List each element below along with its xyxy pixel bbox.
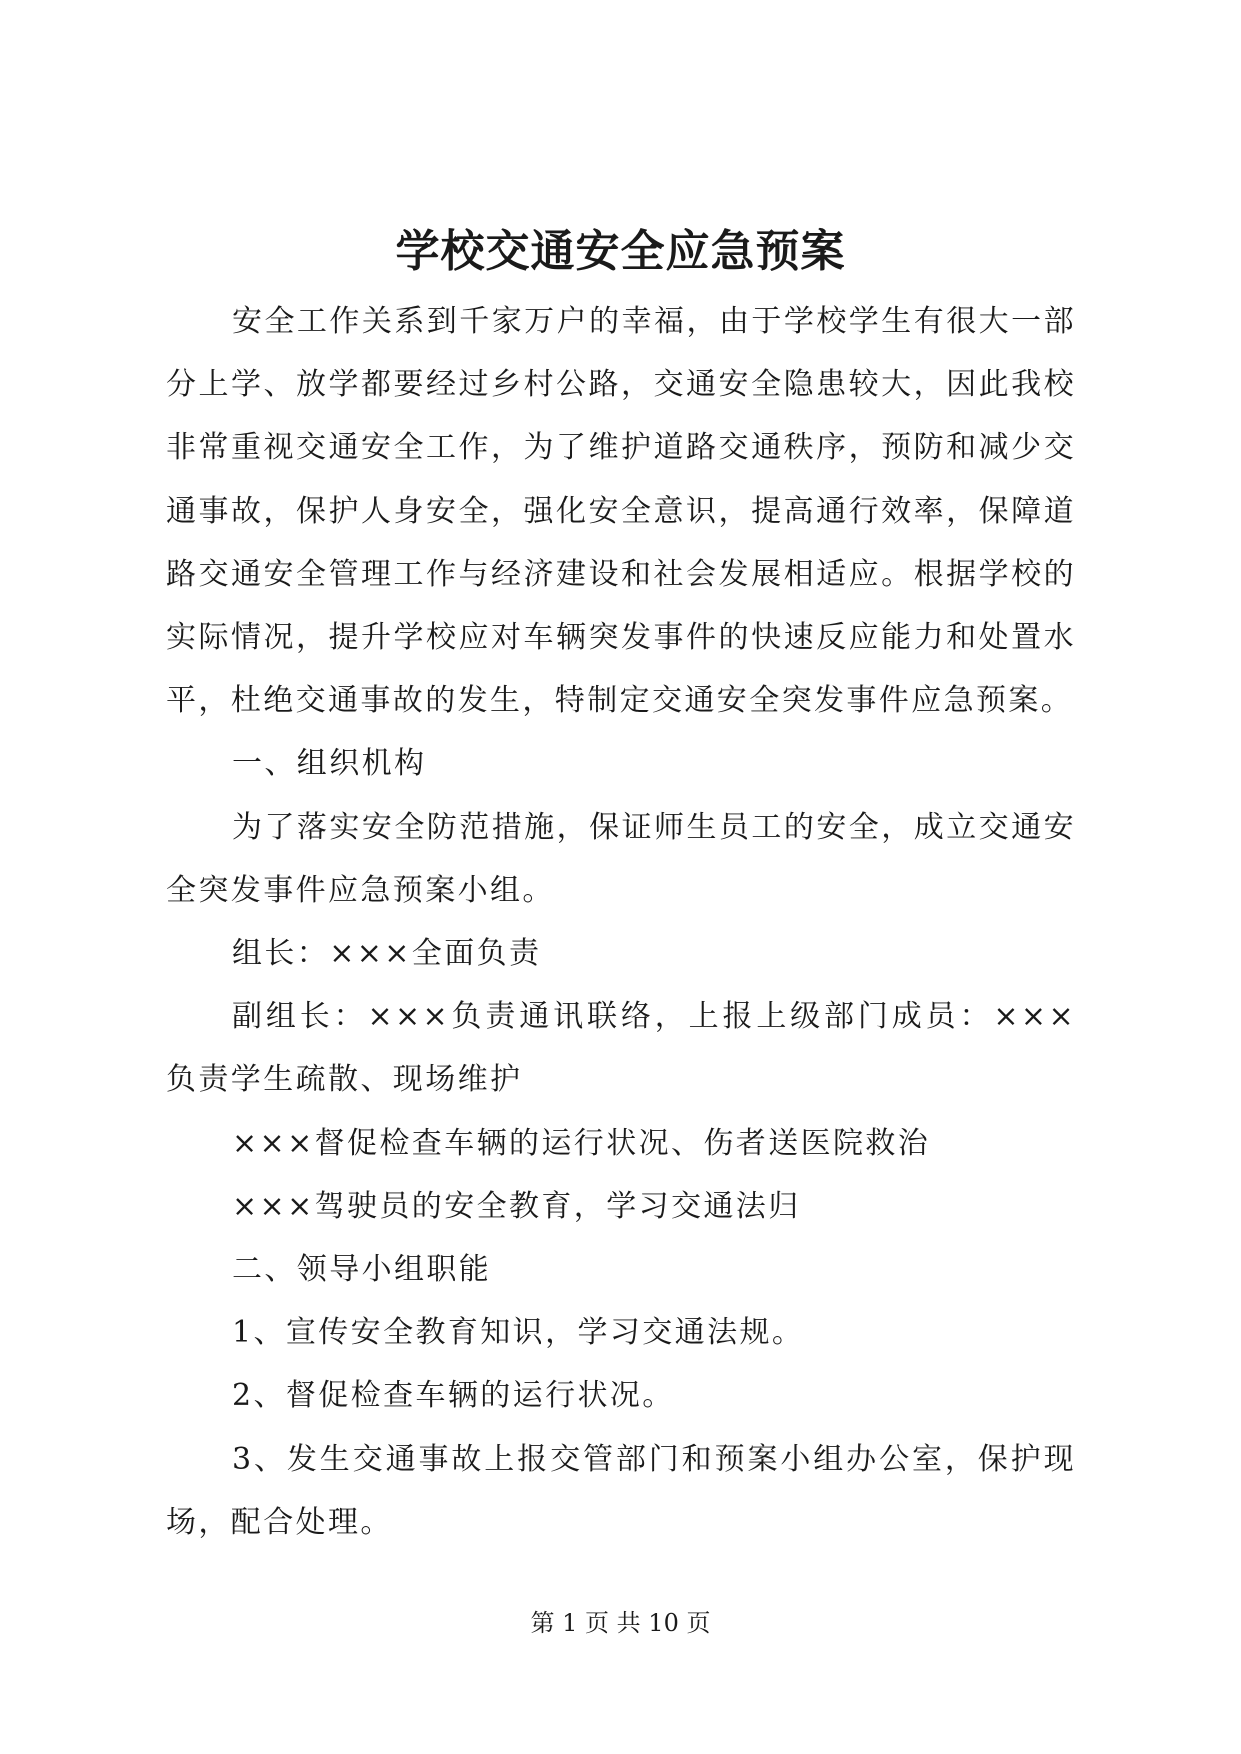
list-item-function-1: 1、宣传安全教育知识，学习交通法规。: [232, 1315, 805, 1351]
paragraph-organization: 为了落实安全防范措施，保证师生员工的安全，成立交通安全突发事件应急预案小组。: [166, 809, 1076, 908]
page-number-footer: 第 1 页 共 10 页: [530, 1609, 711, 1637]
document-body: [166, 290, 1076, 1554]
paragraph-member-driver: ×××驾驶员的安全教育，学习交通法归: [232, 1188, 801, 1224]
paragraph-leader: 组长：×××全面负责: [232, 936, 542, 972]
document-title: 学校交通安全应急预案: [395, 226, 846, 277]
list-item-function-3: 3、发生交通事故上报交管部门和预案小组办公室，保护现场，配合处理。: [166, 1441, 1076, 1540]
paragraph-deputy-leader: 副组长：×××负责通讯联络，上报上级部门成员：×××负责学生疏散、现场维护: [166, 999, 1076, 1098]
section-heading-functions: 二、领导小组职能: [232, 1252, 492, 1288]
paragraph-member-vehicle: ×××督促检查车辆的运行状况、伤者送医院救治: [232, 1125, 931, 1161]
section-heading-organization: 一、组织机构: [232, 746, 427, 782]
list-item-function-2: 2、督促检查车辆的运行状况。: [232, 1378, 675, 1414]
paragraph-intro: 安全工作关系到千家万户的幸福，由于学校学生有很大一部分上学、放学都要经过乡村公路，交通安全隐患较大，因此我校非常重视交通安全工作，为了维护道路交通秩序，预防和减少交通事故，保护人身安全，强化安全意识，提高通行效率，保障道路交通安全管理工作与经济建设和社会发展相适应。根据学校的实际情况，提升学校应对车辆突发事件的快速反应能力和处置水平，杜绝交通事故的发生，特制定交通安全突发事件应急预案。: [166, 304, 1076, 719]
